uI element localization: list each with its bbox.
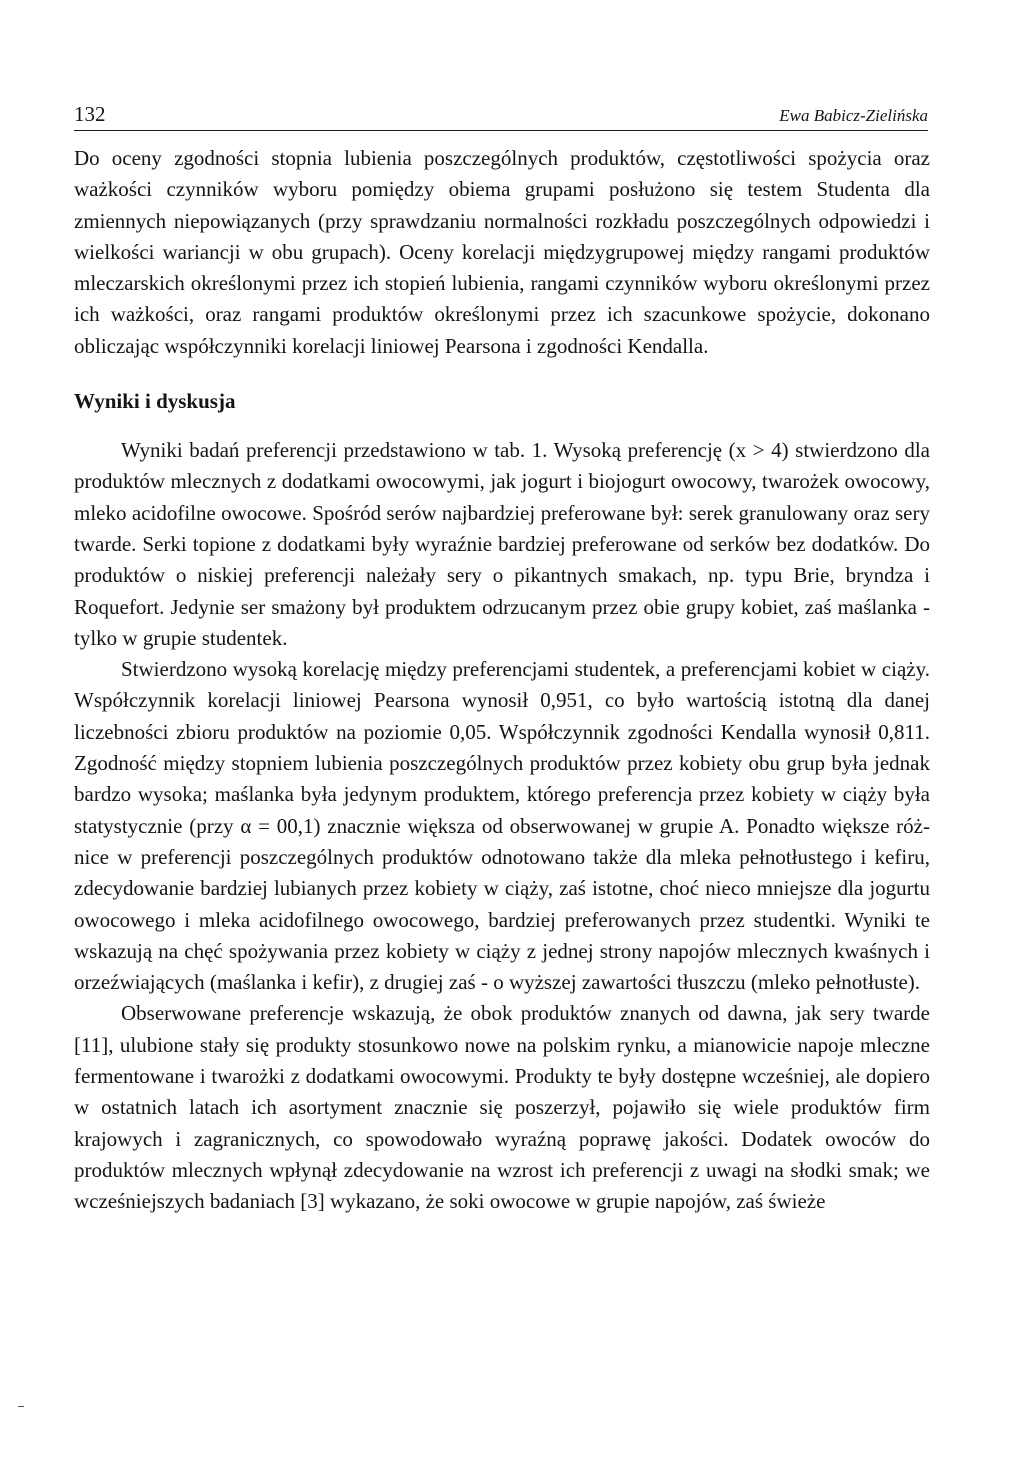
scan-artifact-mark [18, 1406, 24, 1407]
body-text [74, 143, 930, 1218]
section-heading: Wyniki i dyskusja [74, 389, 236, 414]
correlation-paragraph: Stwierdzono wysoką korelację między preferencjami studentek, a preferencjami kobiet w ciąży. Współczynnik korelacji liniowej Pearsona wynosił 0,951, co było wartością istotną dla danej liczebności zbioru produktów na poziomie 0,05. Współczynnik zgodności Kendalla wynosił 0,811. Zgodność między stopniem lubienia poszczególnych produktów przez kobiety obu grup była jednak bardzo wysoka; maślanka była jedynym produktem, którego preferencja przez kobiety w ciąży była statystycznie (przy α = 00,1) znacznie większa od obserwowanej w grupie A. Ponadto większe różnice w preferencji poszczególnych produktów odnotowano także dla mleka pełnotłustego i kefiru, zdecydowanie bardziej lubianych przez kobiety w ciąży, zaś istotne, choć nieco mniejsze dla jogurtu owocowego i mleka acidofilnego owocowego, bardziej preferowanych przez studentki. Wyniki te wskazują na chęć spożywania przez kobiety w ciąży z jednej strony napojów mlecznych kwaśnych i orzeźwiających (maślanka i kefir), z drugiej zaś - o wyższej zawartości tłuszczu (mleko pełnotłuste). [74, 657, 930, 995]
discussion-paragraph: Obserwowane preferencje wskazują, że obok produktów znanych od dawna, jak sery twarde [11], ulubione stały się produkty stosunkowo nowe na polskim rynku, a mianowicie napoje mleczne fermentowane i twarożki z dodatkami owocowymi. Produkty te były dostępne wcześniej, ale dopiero w ostatnich latach ich asortyment znacznie się poszerzył, pojawiło się wiele produktów firm krajowych i zagranicznych, co spowodowało wyraźną poprawę jakości. Dodatek owoców do produktów mlecznych wpłynął zdecydowanie na wzrost ich preferencji z uwagi na słodki smak; we wcześniejszych badaniach [3] wykazano, że soki owocowe w grupie napojów, zaś świeże [74, 1001, 930, 1214]
running-header-author: Ewa Babicz-Zielińska [779, 106, 928, 125]
running-header [74, 100, 928, 131]
results-paragraph: Wyniki badań preferencji przedstawiono w tab. 1. Wysoką preferencję (x > 4) stwierdzono dla produktów mlecznych z dodatkami owocowymi, jak jogurt i biojogurt owocowy, twarożek owocowy, mleko acidofilne owocowe. Spośród serów najbardziej preferowane był: serek granulowany oraz sery twarde. Serki topione z dodatkami były wyraźnie bardziej preferowane od serków bez dodatków. Do produktów o niskiej preferencji należały sery o pikantnych smakach, np. typu Brie, bryndza i Roquefort. Jedynie ser smażony był produktem odrzucanym przez obie grupy kobiet, zaś maślanka - tylko w grupie studentek. [74, 438, 930, 650]
methods-paragraph: Do oceny zgodności stopnia lubienia poszczególnych produktów, częstotliwości spożycia oraz ważkości czynników wyboru pomiędzy obiema grupami posłużono się testem Studenta dla zmiennych niepowiązanych (przy sprawdzaniu normalności rozkładu poszczególnych odpowiedzi i wielkości wariancji w obu grupach). Oceny korelacji międzygrupowej między rangami produktów mleczarskich określonymi przez ich stopień lubienia, rangami czynników wyboru określonymi przez ich ważkości, oraz rangami produktów określonymi przez ich szacunkowe spożycie, dokonano obliczając współczynniki korelacji liniowej Pearsona i zgodności Kendalla. [74, 146, 930, 358]
page-number: 132 [74, 102, 106, 126]
